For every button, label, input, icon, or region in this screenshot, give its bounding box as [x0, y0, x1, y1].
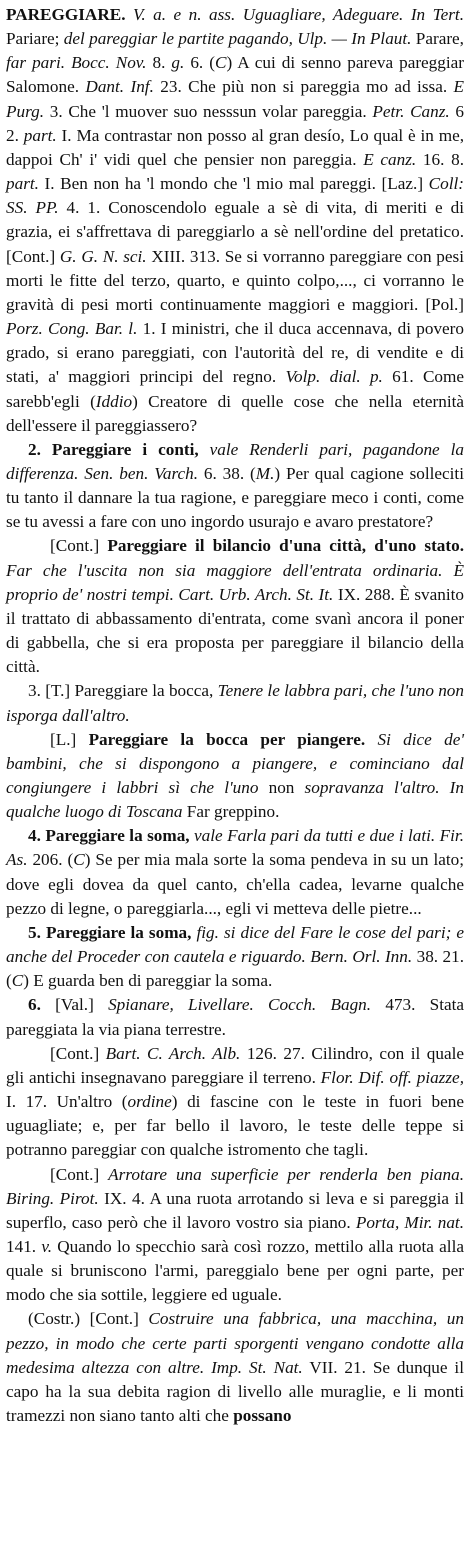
- text-run: 8.: [146, 53, 172, 73]
- italic-text-run: Tenere le labbra pari, che l'uno non isporga dall'altro.: [6, 681, 464, 725]
- italic-text-run: Spianare, Livellare. Cocch. Bagn.: [108, 995, 372, 1015]
- text-run: 1. I ministri, che il duca accennava, di povero grado, si erano pareggiati, con l'autorità del re, di vendite e di stati, a' maggiori principi del regno.: [6, 319, 464, 387]
- sense-6-subsense-paragraph: [6, 1042, 464, 1163]
- text-run: Quando lo specchio sarà così rozzo, mettilo alla ruota alla quale si bruniscono l'armi, pareggialo bene per ogni parte, per modo che sia sottile, leggiere ed uguale.: [6, 1236, 464, 1305]
- text-run: Far greppino.: [182, 802, 280, 822]
- text-run: IX. 4. A una ruota arrotando si leva e si pareggia il superflo, caso però che il lavoro vostro sia piano.: [6, 1188, 464, 1232]
- italic-text-run: Porta, Mir. nat.: [355, 1212, 464, 1232]
- text-run: ) Per qual cagione solleciti tu tanto il dannare la tua ragione, e pareggiare meco i conti, come se tu avessi a fare con uno ingordo usurajo e avaro prestatore?: [6, 463, 464, 532]
- italic-text-run: v.: [41, 1236, 52, 1256]
- text-run: 141.: [6, 1236, 42, 1256]
- text-run: ) di fascine con le teste in fuori bene uguagliate; e, per far bello il lavoro, le teste delle teppe si potranno pareggiar con qualche istromento che tagli.: [6, 1092, 465, 1160]
- italic-text-run: vale Renderli pari, pagandone la differenza. Sen. ben. Varch.: [6, 439, 465, 483]
- sense-3-subsense-paragraph: [6, 728, 464, 825]
- text-run: 206. (: [27, 850, 74, 870]
- italic-text-run: Arrotare una superficie per renderla ben piana. Biring. Pirot.: [6, 1164, 464, 1208]
- text-run: 38. 21. (: [6, 947, 465, 991]
- text-run: 126. 27. Cilindro, con il quale gli antichi insegnavano pareggiare il terreno.: [6, 1043, 464, 1087]
- bold-text-run: 4.: [28, 826, 46, 846]
- italic-text-run: Coll: SS. PP.: [6, 174, 464, 218]
- italic-text-run: fig. si dice del Fare le cose del pari; e anche del Proceder con cautela e riguardo. Bern. Orl. Inn.: [6, 922, 465, 967]
- text-run: Parare,: [411, 29, 464, 49]
- text-run: 16. 8.: [416, 149, 464, 169]
- italic-text-run: sopravanza l'altro. In qualche luogo di Toscana: [6, 778, 464, 822]
- text-run: ) E guarda ben di pareggiar la soma.: [23, 971, 273, 991]
- italic-text-run: E Purg.: [6, 77, 464, 121]
- text-run: 3. [T.] Pareggiare la bocca,: [28, 681, 218, 701]
- italic-text-run: Iddio: [95, 391, 133, 411]
- text-run: I. Ma contrastar non posso al gran desío, Lo qual è in me, dappoi Ch' i' vidi quel che pensier non pareggia.: [6, 125, 464, 169]
- sense-6-subsense-paragraph: [6, 1163, 464, 1308]
- text-run: [Cont.]: [50, 536, 108, 556]
- bold-text-run: Pareggiare la soma,: [45, 922, 192, 942]
- text-run: 6. 38. (: [198, 463, 256, 483]
- italic-text-run: ordine: [127, 1092, 172, 1112]
- text-run: ) A cui di senno pareva pareggiar Salomone.: [6, 53, 465, 97]
- bold-text-run: Pareggiare i conti,: [51, 439, 199, 459]
- italic-text-run: part.: [23, 125, 57, 145]
- sense-2-subsense-paragraph: [6, 534, 464, 679]
- italic-text-run: Si dice de' bambini, che si dispongono a piangere, e cominciano dal congiungere i labbri sì che l'uno: [6, 729, 464, 797]
- text-run: Pariare;: [6, 29, 64, 49]
- sense-4-paragraph: [6, 824, 464, 921]
- italic-text-run: Porz. Cong. Bar. l.: [6, 319, 138, 339]
- text-run: 6 2.: [6, 101, 465, 145]
- italic-text-run: part.: [6, 174, 39, 194]
- italic-text-run: Flor. Dif. off. piazze,: [320, 1067, 464, 1087]
- italic-text-run: M.: [255, 463, 275, 483]
- italic-text-run: V. a. e n. ass. Uguagliare, Adeguare. In Tert.: [133, 5, 464, 24]
- italic-text-run: Dant. Inf.: [85, 77, 154, 97]
- text-run: 61. Come sarebb'egli (: [6, 367, 464, 411]
- sense-5-paragraph: [6, 921, 464, 993]
- italic-text-run: G. G. N. sci.: [59, 246, 147, 266]
- text-run: ) Creatore di quelle cose che nella eternità dell'essere il pareggiassero?: [6, 391, 465, 435]
- italic-text-run: Costruire una fabbrica, una macchina, un pezzo, in modo che certe parti sporgenti vengano condotte alla medesima altezza con altre. Imp. St. Nat.: [6, 1309, 464, 1377]
- text-run: 3. Che 'l muover suo nesssun volar pareggia.: [44, 101, 373, 121]
- text-run: 6. (: [184, 53, 215, 73]
- italic-text-run: C: [214, 53, 227, 73]
- italic-text-run: far pari. Bocc. Nov.: [6, 53, 147, 73]
- bold-text-run: PAREGGIARE.: [6, 5, 126, 24]
- bold-text-run: 2.: [28, 439, 52, 459]
- bold-text-run: 6.: [28, 995, 56, 1015]
- text-run: [Cont.]: [50, 1043, 106, 1063]
- italic-text-run: g.: [171, 53, 185, 73]
- bold-text-run: Pareggiare il bilancio d'una città, d'uno stato.: [107, 536, 465, 556]
- construction-sense-paragraph: [6, 1307, 464, 1428]
- text-run: I. Ben non ha 'l mondo che 'l mio mal pareggi. [Laz.]: [38, 174, 429, 194]
- text-run: VII. 21. Se dunque il capo ha la sua debita ragion di livello alle muraglie, e li monti tramezzi non siano tanto alti che: [6, 1357, 464, 1426]
- sense-6-paragraph: [6, 993, 464, 1041]
- sense-3-paragraph: [6, 679, 464, 727]
- bold-text-run: possano: [233, 1406, 292, 1426]
- text-run: [365, 730, 377, 749]
- italic-text-run: Far che l'uscita non sia maggiore dell'entrata ordinaria. È proprio de' nostri tempi. Cart. Urb. Arch. St. It.: [6, 560, 464, 604]
- text-run: [Val.]: [55, 995, 109, 1015]
- italic-text-run: Petr. Canz.: [372, 101, 450, 121]
- italic-text-run: vale Farla pari da tutti e due i lati. Fir. As.: [6, 826, 465, 870]
- text-run: (Costr.) [Cont.]: [28, 1309, 149, 1329]
- text-run: 473. Stata pareggiata la via piana terrestre.: [6, 995, 465, 1039]
- text-run: 23. Che più non si pareggia mo ad issa.: [153, 77, 454, 97]
- text-run: non: [258, 778, 305, 797]
- bold-text-run: Pareggiare la soma,: [45, 826, 190, 846]
- entry-headword-paragraph: [6, 3, 464, 438]
- text-run: IX. 288. È svanito il trattato di abbassamento di'entrata, come svanì ancora il poner di gabbella, che si era proposta per pareggiare il bilancio della città.: [6, 584, 464, 677]
- text-run: ) Se per mia mala sorte la soma pendeva in su un lato; dove egli dovea da quel canto, ch'ella cadea, levarne qualche pezzo di legne, o pareggiarla..., egli vi metteva delle pietre...: [6, 850, 464, 918]
- text-run: I. 17. Un'altro (: [6, 1092, 128, 1112]
- italic-text-run: Bart. C. Arch. Alb.: [105, 1043, 241, 1063]
- bold-text-run: Pareggiare la bocca per piangere.: [88, 729, 366, 749]
- text-run: 4. 1. Conoscendolo eguale a sè di vita, di meriti e di grazia, ei s'affrettava di pareggiarlo a sè nell'ordine del pretatico. [Cont.]: [6, 198, 464, 266]
- text-run: [Cont.]: [50, 1164, 109, 1184]
- text-run: [199, 440, 210, 459]
- text-run: [L.]: [50, 729, 89, 749]
- italic-text-run: del pareggiar le partite pagando, Ulp. — In Plaut.: [63, 29, 412, 49]
- text-run: XIII. 313. Se si vorranno pareggiare con pesi morti le fitte del terzo, quarto, e quinto colpo,..., ci vorranno le gravità di pesi morti continuamente maggiori e maggiori. [Pol.]: [6, 246, 464, 314]
- bold-text-run: 5.: [28, 922, 46, 942]
- italic-text-run: C: [73, 850, 85, 870]
- sense-2-paragraph: [6, 438, 464, 535]
- italic-text-run: Volp. dial. p.: [285, 367, 383, 387]
- text-run: [126, 5, 134, 24]
- italic-text-run: E canz.: [363, 149, 417, 169]
- italic-text-run: C: [11, 971, 24, 991]
